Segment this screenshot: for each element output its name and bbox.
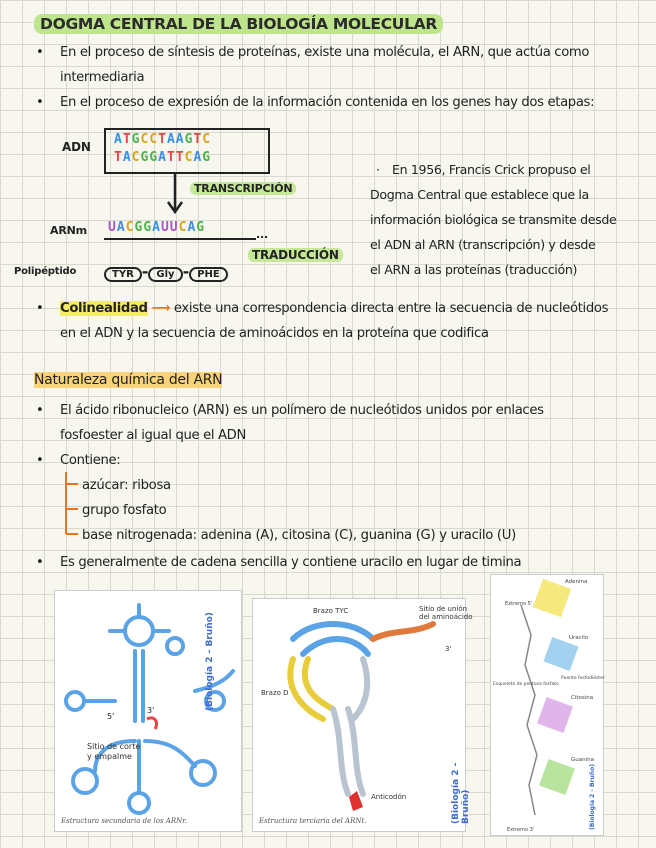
adn-top-nucleotide: A [175, 132, 185, 147]
figure-arn-chain [490, 574, 604, 836]
arnt-structure-icon [253, 599, 473, 831]
adn-bottom-nucleotide: A [158, 150, 167, 165]
bullet-contiene: • Contiene: [36, 453, 121, 468]
list-item: azúcar: ribosa [82, 478, 171, 493]
arnm-nucleotide: G [134, 220, 144, 235]
adn-label: ADN [62, 140, 91, 154]
arrow-right-icon: ⟶ [151, 301, 171, 316]
contiene-list [82, 473, 642, 548]
adn-bottom-nucleotide: T [114, 150, 123, 165]
adn-top-nucleotide: C [149, 132, 159, 147]
fig3-base-guanina: Guanina [571, 757, 594, 763]
arnm-tail: ... [256, 228, 268, 241]
down-arrow-icon [165, 174, 185, 218]
adn-top-nucleotide: C [202, 132, 212, 147]
arnm-nucleotide: G [196, 220, 206, 235]
polipeptido-label: Polipéptido [14, 266, 77, 277]
tree-connector [62, 472, 82, 542]
fig2-3prime: 3' [445, 645, 452, 653]
bullet-arn-polimero: • El ácido ribonucleico (ARN) es un polímero de nucleótidos unidos por enlaces fosfoester al igual que el ADN [36, 403, 544, 443]
fig1-note2: y empalme [87, 752, 132, 761]
arnm-nucleotide: A [152, 220, 161, 235]
bullet-colinealidad: • Colinealidad ⟶ existe una correspondencia directa entre la secuencia de nucleótidos en el ADN y la secuencia de aminoácidos en la proteína que codifica [36, 301, 609, 341]
fig2-anticodon: Anticodón [371, 793, 407, 801]
section-heading-arn: Naturaleza química del ARN [34, 372, 223, 388]
fig3-ext5: Extremo 5' [505, 601, 533, 607]
arnm-nucleotide: U [160, 220, 170, 235]
adn-top-nucleotide: A [166, 132, 176, 147]
arnm-nucleotide: A [187, 220, 197, 235]
fig2-sitio: Sitio de unión [419, 605, 468, 613]
page-title: DOGMA CENTRAL DE LA BIOLOGÍA MOLECULAR [34, 14, 443, 34]
bullet-cadena-sencilla: • Es generalmente de cadena sencilla y contiene uracilo en lugar de timina [36, 555, 522, 570]
bullet-dos-etapas: • En el proceso de expresión de la información contenida en los genes hay dos etapas: [36, 95, 595, 110]
arnm-backbone [104, 238, 256, 240]
fig1-5prime: 5' [107, 712, 115, 721]
adn-top-nucleotide: A [114, 132, 123, 147]
adn-bottom-strand [114, 150, 211, 165]
arnm-label: ARNm [50, 224, 87, 237]
arnm-nucleotide: U [108, 220, 117, 235]
list-item: base nitrogenada: adenina (A), citosina (C), guanina (G) y uracilo (U) [82, 528, 516, 543]
arnm-nucleotide: G [143, 220, 153, 235]
arnm-nucleotide: C [178, 220, 188, 235]
aminoacid-gly: Gly [148, 267, 182, 282]
adn-bottom-nucleotide: T [166, 150, 176, 165]
fig2-sitio2: del aminoácido [419, 613, 473, 621]
aminoacid-tyr: TYR [104, 267, 142, 282]
fig2-brazo-tyc: Brazo TYC [313, 607, 349, 615]
arnm-nucleotide: A [116, 220, 126, 235]
dogma-diagram [0, 120, 370, 290]
crick-paragraph: · En 1956, Francis Crick propuso el Dogma Central que establece que la información biológica se transmite desde el ADN al ARN (transcripción) y desde el ARN a las proteínas (traducción) [370, 162, 617, 277]
bullet-arn-intermediaria: • En el proceso de síntesis de proteínas, existe una molécula, el ARN, que actúa como intermediaria [36, 45, 590, 85]
fig3-esqueleto: Esqueleto de pentosa fosfato [493, 682, 559, 687]
adn-top-nucleotide: T [158, 132, 167, 147]
adn-box [104, 128, 270, 174]
fig3-base-adenina: Adenina [565, 579, 588, 585]
fig1-3prime: 3' [147, 706, 155, 715]
fig3-source: (Biología 2 - Bruño) [589, 764, 596, 830]
adn-top-nucleotide: G [131, 132, 141, 147]
adn-bottom-nucleotide: A [193, 150, 203, 165]
aminoacid-phe: PHE [189, 267, 228, 282]
adn-bottom-nucleotide: A [122, 150, 132, 165]
arnm-nucleotide: C [125, 220, 135, 235]
list-item: grupo fosfato [82, 503, 167, 518]
adn-top-nucleotide: C [140, 132, 150, 147]
adn-bottom-nucleotide: T [175, 150, 185, 165]
adn-top-nucleotide: T [122, 132, 132, 147]
arnm-strand [108, 220, 205, 235]
fig2-caption: Estructura terciaria del ARNt. [259, 817, 367, 825]
colinealidad-term: Colinealidad [60, 301, 148, 316]
fig3-ext3: Extremo 3' [507, 827, 535, 833]
arn-chain-icon [491, 575, 603, 835]
adn-bottom-nucleotide: G [149, 150, 159, 165]
figure-arnt-tertiary [252, 598, 473, 832]
adn-bottom-nucleotide: G [202, 150, 212, 165]
fig3-puente: Puente fosfodiéster [561, 676, 605, 681]
traduccion-label: TRADUCCIÓN [248, 248, 343, 262]
transcripcion-label: TRANSCRIPCIÓN [190, 182, 296, 195]
fig2-brazo-d: Brazo D [261, 689, 289, 697]
adn-top-nucleotide: G [184, 132, 194, 147]
fig1-caption: Estructura secundaria de los ARNr. [61, 817, 188, 825]
adn-top-strand [114, 132, 211, 147]
figure-arnr-secondary [54, 590, 242, 832]
fig3-base-citosina: Citosina [571, 695, 594, 701]
adn-top-nucleotide: T [193, 132, 203, 147]
fig3-base-uracilo: Uracilo [569, 635, 589, 641]
adn-bottom-nucleotide: C [184, 150, 194, 165]
aminoacid-chain: TYR - Gly - PHE [104, 262, 228, 282]
fig2-source: (Biología 2 - Bruño) [451, 762, 471, 824]
adn-bottom-nucleotide: C [131, 150, 141, 165]
fig1-source: (Biología 2 - Bruño) [205, 612, 215, 711]
fig1-note1: Sitio de corte [87, 742, 141, 751]
adn-bottom-nucleotide: G [140, 150, 150, 165]
arnm-nucleotide: U [169, 220, 179, 235]
